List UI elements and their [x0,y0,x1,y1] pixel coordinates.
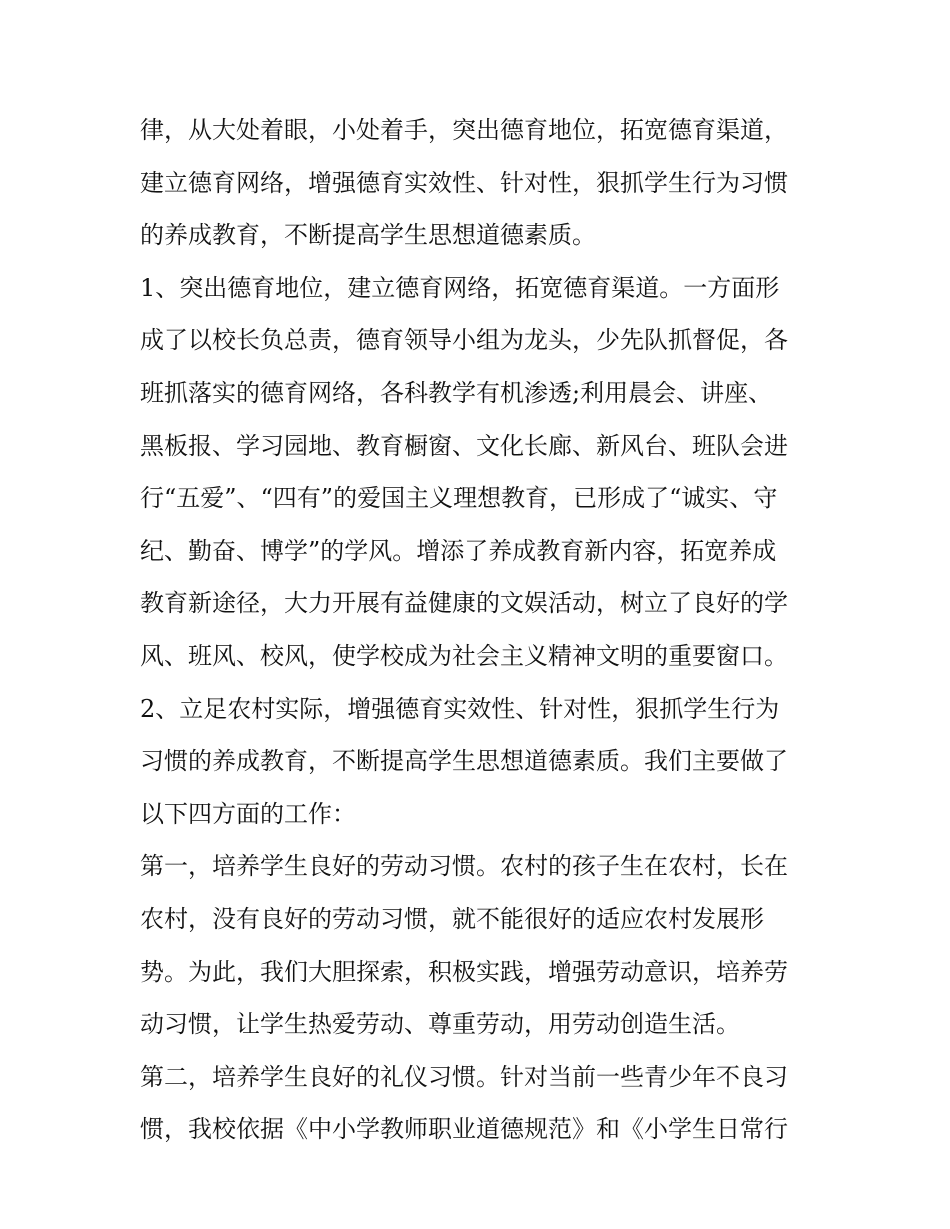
document-body [140,104,820,1156]
text-line: 2、立足农村实际，增强德育实效性、针对性，狠抓学生行为 [140,694,780,723]
text-line: 纪、勤奋、博学”的学风。增添了养成教育新内容，拓宽养成 [140,536,777,565]
text-line: 农村，没有良好的劳动习惯，就不能很好的适应农村发展形 [140,904,764,933]
text-line: 动习惯，让学生热爱劳动、尊重劳动，用劳动创造生活。 [140,1010,740,1039]
text-line: 黑板报、学习园地、教育橱窗、文化长廊、新风台、班队会进 [140,431,788,460]
text-line: 以下四方面的工作： [140,799,356,828]
text-line: 班抓落实的德育网络，各科教学有机渗透;利用晨会、讲座、 [140,378,773,407]
text-line: 成了以校长负总责，德育领导小组为龙头，少先队抓督促，各 [140,326,788,355]
text-line: 惯，我校依据《中小学教师职业道德规范》和《小学生日常行 [140,1115,788,1144]
text-line: 风、班风、校风，使学校成为社会主义精神文明的重要窗口。 [140,641,788,670]
text-line: 第一，培养学生良好的劳动习惯。农村的孩子生在农村，长在 [140,852,788,881]
text-line: 势。为此，我们大胆探索，积极实践，增强劳动意识，培养劳 [140,957,788,986]
text-line: 的养成教育，不断提高学生思想道德素质。 [140,221,596,250]
text-line: 习惯的养成教育，不断提高学生思想道德素质。我们主要做了 [140,747,788,776]
text-line: 1、突出德育地位，建立德育网络，拓宽德育渠道。一方面形 [140,273,780,302]
text-line: 律，从大处着眼，小处着手，突出德育地位，拓宽德育渠道， [140,116,788,144]
text-line: 第二，培养学生良好的礼仪习惯。针对当前一些青少年不良习 [140,1062,788,1091]
text-line: 教育新途径，大力开展有益健康的文娱活动，树立了良好的学 [140,589,788,618]
text-line: 建立德育网络，增强德育实效性、针对性，狠抓学生行为习惯 [140,168,788,197]
text-line: 行“五爱”、“四有”的爱国主义理想教育，已形成了“诚实、守 [140,484,778,513]
